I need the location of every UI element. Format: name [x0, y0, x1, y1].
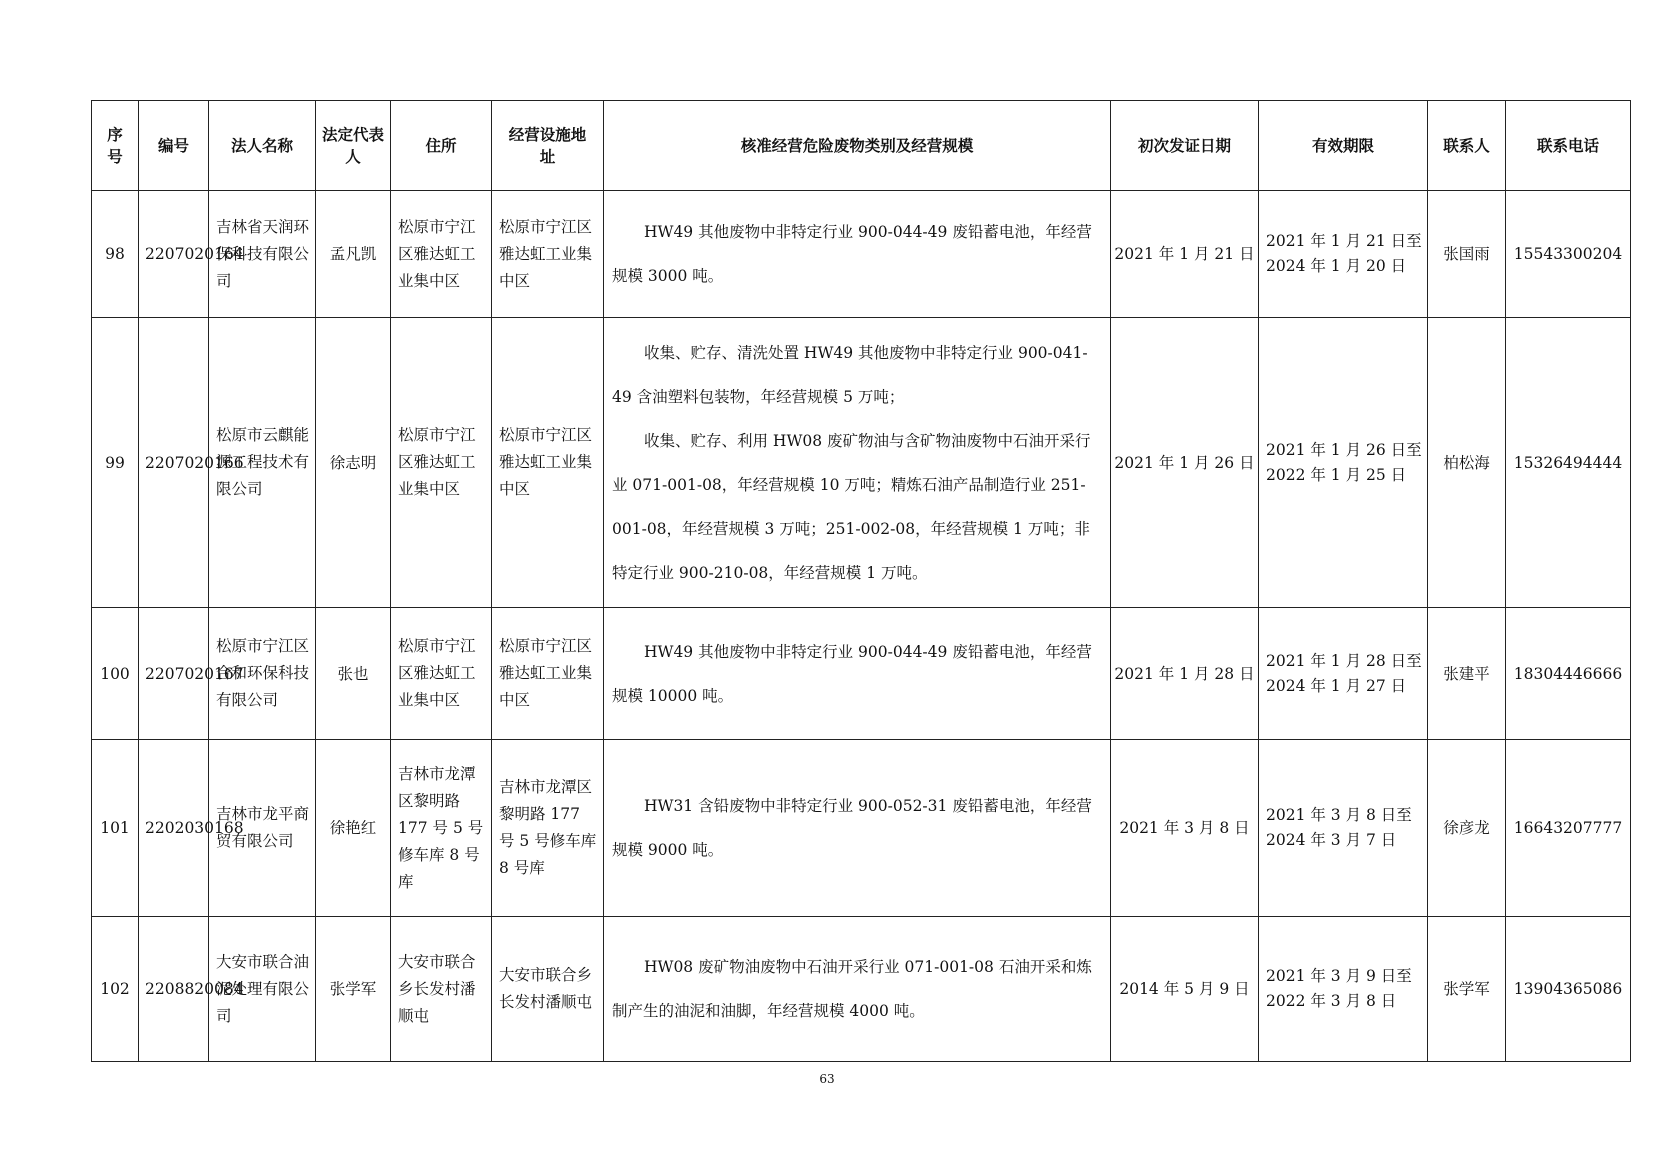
row-scope [604, 740, 1111, 917]
row-seq: 98 [92, 191, 139, 318]
row-facility: 吉林市龙潭区黎明路 177 号 5 号修车库 8 号库 [492, 740, 604, 917]
scope-paragraph: 收集、贮存、利用 HW08 废矿物油与含矿物油废物中石油开采行业 071-001-08，年经营规模 10 万吨；精炼石油产品制造行业 251-001-08，年经营规模 3 万吨；251-002-08，年经营规模 1 万吨；非特定行业 900-210-08，年经营规模 1 万吨。 [612, 431, 1091, 582]
table-row [92, 740, 1631, 917]
row-contact: 徐彦龙 [1428, 740, 1506, 917]
row-scope [604, 191, 1111, 318]
row-validity: 2021 年 3 月 8 日至 2024 年 3 月 7 日 [1259, 740, 1428, 917]
row-first-date: 2021 年 1 月 26 日 [1111, 318, 1259, 608]
row-contact: 柏松海 [1428, 318, 1506, 608]
row-name: 吉林市龙平商贸有限公司 [209, 740, 316, 917]
row-first-date: 2021 年 3 月 8 日 [1111, 740, 1259, 917]
row-rep: 徐志明 [316, 318, 391, 608]
row-code: 2207020167 [139, 608, 209, 740]
row-phone: 15543300204 [1506, 191, 1631, 318]
header-first-date: 初次发证日期 [1111, 101, 1259, 191]
row-first-date: 2021 年 1 月 21 日 [1111, 191, 1259, 318]
row-phone: 18304446666 [1506, 608, 1631, 740]
table-row [92, 917, 1631, 1062]
scope-paragraph: HW49 其他废物中非特定行业 900-044-49 废铅蓄电池，年经营规模 10000 吨。 [612, 642, 1092, 705]
row-validity: 2021 年 1 月 26 日至 2022 年 1 月 25 日 [1259, 318, 1428, 608]
row-scope [604, 608, 1111, 740]
row-facility: 大安市联合乡长发村潘顺屯 [492, 917, 604, 1062]
table-row [92, 608, 1631, 740]
table-row [92, 318, 1631, 608]
row-name: 松原市云麒能源工程技术有限公司 [209, 318, 316, 608]
row-rep: 孟凡凯 [316, 191, 391, 318]
scope-paragraph: HW31 含铅废物中非特定行业 900-052-31 废铅蓄电池，年经营规模 9000 吨。 [612, 797, 1092, 859]
header-name: 法人名称 [209, 101, 316, 191]
permit-table [91, 100, 1631, 1062]
row-first-date: 2021 年 1 月 28 日 [1111, 608, 1259, 740]
row-scope [604, 917, 1111, 1062]
row-code: 2208820084 [139, 917, 209, 1062]
row-name: 大安市联合油泥处理有限公司 [209, 917, 316, 1062]
row-name: 松原市宁江区合和环保科技有限公司 [209, 608, 316, 740]
header-seq: 序号 [92, 101, 139, 191]
row-contact: 张建平 [1428, 608, 1506, 740]
header-contact: 联系人 [1428, 101, 1506, 191]
row-validity: 2021 年 3 月 9 日至 2022 年 3 月 8 日 [1259, 917, 1428, 1062]
row-first-date: 2014 年 5 月 9 日 [1111, 917, 1259, 1062]
header-validity: 有效期限 [1259, 101, 1428, 191]
scope-paragraph: HW08 废矿物油废物中石油开采行业 071-001-08 石油开采和炼制产生的油泥和油脚，年经营规模 4000 吨。 [612, 958, 1092, 1020]
header-rep: 法定代表人 [316, 101, 391, 191]
row-address: 松原市宁江区雅达虹工业集中区 [391, 318, 492, 608]
header-code: 编号 [139, 101, 209, 191]
table-row [92, 191, 1631, 318]
row-code: 2207020164 [139, 191, 209, 318]
row-contact: 张学军 [1428, 917, 1506, 1062]
row-facility: 松原市宁江区雅达虹工业集中区 [492, 608, 604, 740]
row-code: 2207020166 [139, 318, 209, 608]
row-phone: 16643207777 [1506, 740, 1631, 917]
row-validity: 2021 年 1 月 28 日至 2024 年 1 月 27 日 [1259, 608, 1428, 740]
row-seq: 100 [92, 608, 139, 740]
row-code: 2202030168 [139, 740, 209, 917]
header-row [92, 101, 1631, 191]
row-phone: 15326494444 [1506, 318, 1631, 608]
row-address: 吉林市龙潭区黎明路 177 号 5 号修车库 8 号库 [391, 740, 492, 917]
scope-paragraph: HW49 其他废物中非特定行业 900-044-49 废铅蓄电池，年经营规模 3000 吨。 [612, 223, 1092, 285]
row-rep: 徐艳红 [316, 740, 391, 917]
row-address: 大安市联合乡长发村潘顺屯 [391, 917, 492, 1062]
row-name: 吉林省天润环保科技有限公司 [209, 191, 316, 318]
row-address: 松原市宁江区雅达虹工业集中区 [391, 608, 492, 740]
header-phone: 联系电话 [1506, 101, 1631, 191]
row-seq: 101 [92, 740, 139, 917]
row-facility: 松原市宁江区雅达虹工业集中区 [492, 318, 604, 608]
row-rep: 张学军 [316, 917, 391, 1062]
row-phone: 13904365086 [1506, 917, 1631, 1062]
header-facility: 经营设施地址 [492, 101, 604, 191]
row-scope [604, 318, 1111, 608]
table-body [92, 191, 1631, 1062]
row-facility: 松原市宁江区雅达虹工业集中区 [492, 191, 604, 318]
row-seq: 99 [92, 318, 139, 608]
scope-paragraph: 收集、贮存、清洗处置 HW49 其他废物中非特定行业 900-041-49 含油塑料包装物，年经营规模 5 万吨； [612, 343, 1088, 406]
row-rep: 张也 [316, 608, 391, 740]
row-contact: 张国雨 [1428, 191, 1506, 318]
row-seq: 102 [92, 917, 139, 1062]
row-address: 松原市宁江区雅达虹工业集中区 [391, 191, 492, 318]
page-number: 63 [819, 1072, 835, 1086]
header-address: 住所 [391, 101, 492, 191]
header-scope: 核准经营危险废物类别及经营规模 [604, 101, 1111, 191]
row-validity: 2021 年 1 月 21 日至 2024 年 1 月 20 日 [1259, 191, 1428, 318]
